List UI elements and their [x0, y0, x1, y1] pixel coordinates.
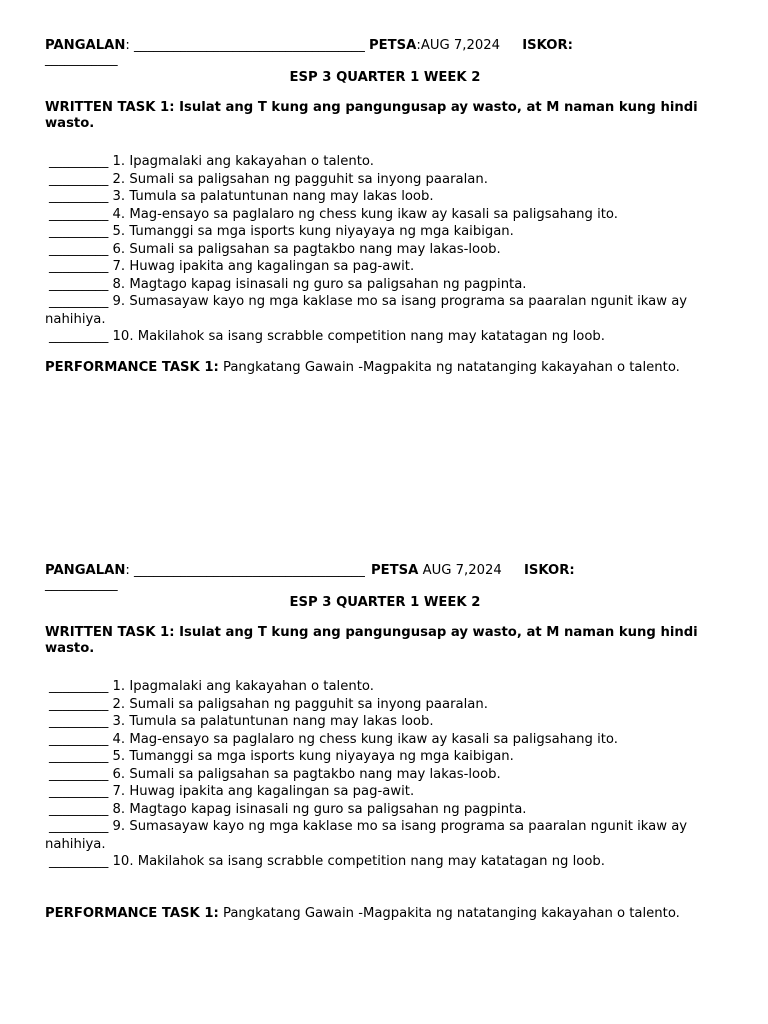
- list-item: [45, 293, 725, 328]
- answer-blank: _________: [49, 276, 109, 292]
- answer-blank: _________: [49, 206, 109, 222]
- name-label: PANGALAN: [45, 563, 126, 578]
- list-item: [45, 696, 725, 714]
- date-separator: :: [416, 38, 421, 53]
- list-item: [45, 783, 725, 801]
- item-text: 1. Ipagmalaki ang kakayahan o talento.: [112, 679, 374, 694]
- list-item: [45, 206, 725, 224]
- list-item: [45, 276, 725, 294]
- item-text: 6. Sumali sa paligsahan sa pagtakbo nang may lakas-loob.: [112, 766, 501, 782]
- answer-blank: _________: [49, 679, 109, 694]
- performance-text: Pangkatang Gawain -Magpakita ng natatanging kakayahan o talento.: [222, 359, 680, 375]
- item-text: 2. Sumali sa paligsahan ng pagguhit sa inyong paaralan.: [112, 171, 488, 187]
- answer-blank: _________: [49, 241, 109, 257]
- performance-label: PERFORMANCE TASK 1:: [45, 905, 219, 921]
- name-separator: :: [125, 563, 135, 578]
- date-value: AUG 7,2024: [422, 563, 502, 578]
- worksheet-top: [45, 37, 725, 376]
- list-item: [45, 241, 725, 259]
- item-text: 5. Tumanggi sa mga isports kung niyayaya ng mga kaibigan.: [112, 224, 514, 239]
- item-list: [45, 678, 725, 871]
- item-text: 9. Sumasayaw kayo ng mga kaklase mo sa isang programa sa paaralan ngunit ikaw ay nahihiya.: [45, 294, 688, 327]
- item-text: 3. Tumula sa palatuntunan nang may lakas loob.: [112, 189, 434, 204]
- performance-label: PERFORMANCE TASK 1:: [45, 359, 219, 375]
- answer-blank: _________: [49, 329, 109, 344]
- score-label: ISKOR:: [524, 563, 575, 578]
- item-text: 2. Sumali sa paligsahan ng pagguhit sa inyong paaralan.: [112, 696, 488, 712]
- date-label: PETSA: [369, 38, 417, 53]
- written-task-instruction: WRITTEN TASK 1: Isulat ang T kung ang pangungusap ay wasto, at M naman kung hindi wasto.: [45, 100, 698, 131]
- score-label: ISKOR:: [522, 38, 573, 53]
- answer-blank: _________: [49, 259, 109, 274]
- item-text: 10. Makilahok sa isang scrabble competition nang may katatagan ng loob.: [112, 329, 605, 344]
- performance-text: Pangkatang Gawain -Magpakita ng natatanging kakayahan o talento.: [222, 905, 680, 921]
- answer-blank: _________: [49, 819, 109, 834]
- score-blank: ___________: [45, 52, 118, 67]
- item-text: 6. Sumali sa paligsahan sa pagtakbo nang may lakas-loob.: [112, 241, 501, 257]
- item-text: 3. Tumula sa palatuntunan nang may lakas loob.: [112, 714, 434, 729]
- item-text: 10. Makilahok sa isang scrabble competition nang may katatagan ng loob.: [112, 854, 605, 869]
- answer-blank: _________: [49, 784, 109, 799]
- list-item: [45, 853, 725, 871]
- worksheet-bottom: [45, 562, 725, 923]
- item-text: 8. Magtago kapag isinasali ng guro sa paligsahan ng pagpinta.: [112, 801, 527, 817]
- answer-blank: _________: [49, 189, 109, 204]
- answer-blank: _________: [49, 854, 109, 869]
- answer-blank: _________: [49, 731, 109, 747]
- performance-task: [45, 904, 725, 923]
- list-item: [45, 223, 725, 241]
- answer-blank: _________: [49, 801, 109, 817]
- answer-blank: _________: [49, 171, 109, 187]
- list-item: [45, 328, 725, 346]
- name-separator: :: [125, 38, 135, 53]
- answer-blank: _________: [49, 749, 109, 764]
- item-text: 1. Ipagmalaki ang kakayahan o talento.: [112, 154, 374, 169]
- item-text: 7. Huwag ipakita ang kagalingan sa pag-awit.: [112, 259, 415, 274]
- list-item: [45, 713, 725, 731]
- list-item: [45, 188, 725, 206]
- item-text: 7. Huwag ipakita ang kagalingan sa pag-awit.: [112, 784, 415, 799]
- score-blank: ___________: [45, 577, 118, 592]
- list-item: [45, 171, 725, 189]
- answer-blank: _________: [49, 714, 109, 729]
- item-text: 8. Magtago kapag isinasali ng guro sa paligsahan ng pagpinta.: [112, 276, 527, 292]
- answer-blank: _________: [49, 696, 109, 712]
- worksheet-title: ESP 3 QUARTER 1 WEEK 2: [289, 595, 481, 610]
- item-text: 4. Mag-ensayo sa paglalaro ng chess kung ikaw ay kasali sa paligsahang ito.: [112, 731, 618, 747]
- answer-blank: _________: [49, 294, 109, 309]
- item-list: [45, 153, 725, 346]
- name-label: PANGALAN: [45, 38, 126, 53]
- list-item: [45, 153, 725, 171]
- item-text: 5. Tumanggi sa mga isports kung niyayaya ng mga kaibigan.: [112, 749, 514, 764]
- date-label: PETSA: [371, 563, 419, 578]
- item-text: 9. Sumasayaw kayo ng mga kaklase mo sa isang programa sa paaralan ngunit ikaw ay nahihiya.: [45, 819, 688, 852]
- list-item: [45, 818, 725, 853]
- answer-blank: _________: [49, 224, 109, 239]
- list-item: [45, 731, 725, 749]
- answer-blank: _________: [49, 154, 109, 169]
- list-item: [45, 748, 725, 766]
- list-item: [45, 678, 725, 696]
- list-item: [45, 258, 725, 276]
- performance-task: [45, 360, 725, 376]
- name-blank: ___________________________________: [134, 38, 365, 53]
- worksheet-title: ESP 3 QUARTER 1 WEEK 2: [289, 70, 481, 85]
- list-item: [45, 801, 725, 819]
- date-value: AUG 7,2024: [420, 38, 501, 53]
- answer-blank: _________: [49, 766, 109, 782]
- written-task-instruction: WRITTEN TASK 1: Isulat ang T kung ang pangungusap ay wasto, at M naman kung hindi wasto.: [45, 625, 698, 656]
- name-blank: ___________________________________: [134, 563, 365, 578]
- item-text: 4. Mag-ensayo sa paglalaro ng chess kung ikaw ay kasali sa paligsahang ito.: [112, 206, 618, 222]
- list-item: [45, 766, 725, 784]
